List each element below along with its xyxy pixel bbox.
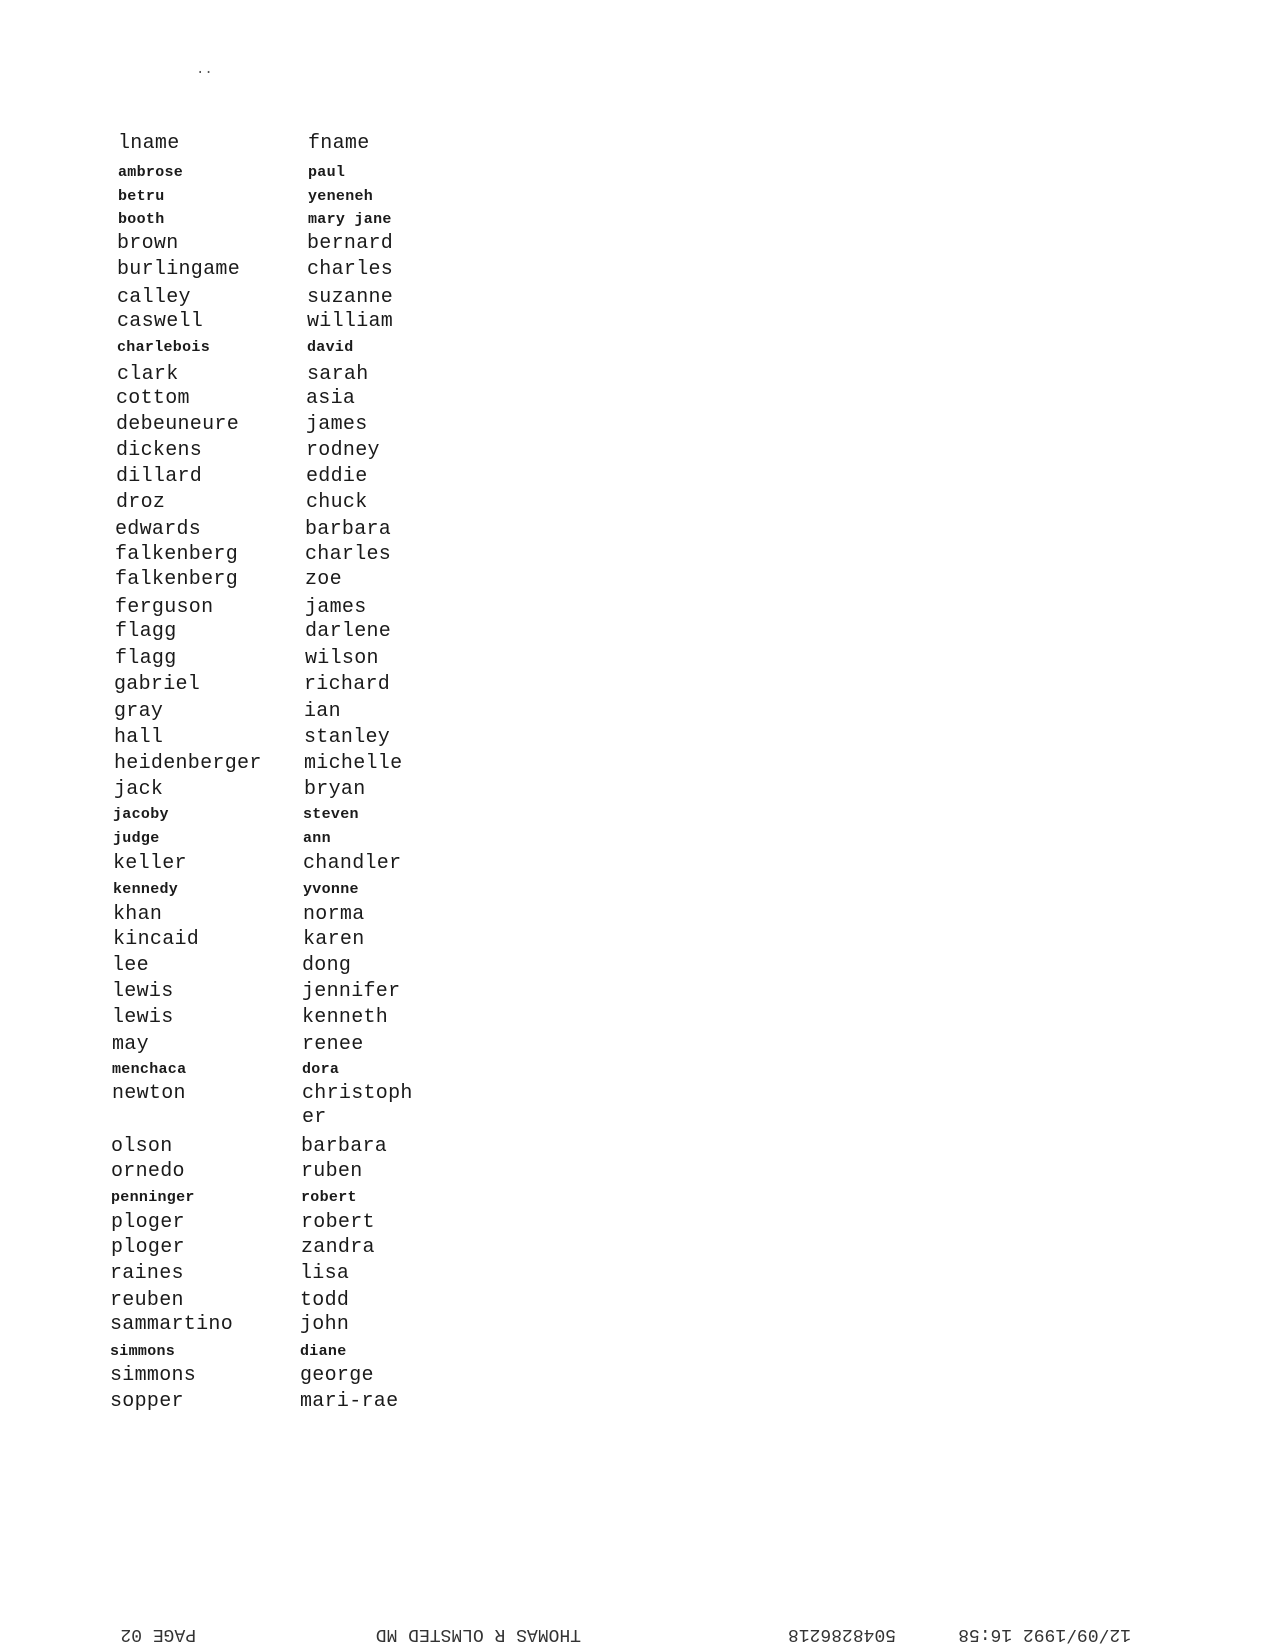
table-row xyxy=(116,491,368,519)
fname-cell: yeneneh xyxy=(308,188,374,205)
table-row xyxy=(115,568,342,596)
fname-cell xyxy=(302,1082,413,1130)
fname-cell: chandler xyxy=(303,852,402,875)
fax-sender: THOMAS R OLMSTED MD xyxy=(375,1624,581,1644)
lname-cell: flagg xyxy=(115,620,177,643)
table-row xyxy=(115,620,391,648)
fname-cell: william xyxy=(307,310,394,333)
fname-cell: john xyxy=(300,1313,350,1336)
table-row xyxy=(111,1236,375,1264)
lname-cell: falkenberg xyxy=(115,543,239,566)
lname-cell: debeuneure xyxy=(116,413,240,436)
fname-cell: george xyxy=(300,1364,374,1387)
fname-cell: chuck xyxy=(306,491,368,514)
fname-cell: david xyxy=(307,339,354,356)
lname-cell: cottom xyxy=(116,387,190,410)
lname-cell: sopper xyxy=(110,1390,184,1413)
table-row xyxy=(111,1135,387,1163)
lname-cell: lee xyxy=(112,954,149,977)
lname-cell: sammartino xyxy=(110,1313,234,1336)
lname-cell: simmons xyxy=(110,1343,176,1360)
table-row xyxy=(117,232,393,260)
table-row xyxy=(116,413,368,441)
lname-cell: raines xyxy=(110,1262,184,1285)
lname-cell: gabriel xyxy=(114,673,201,696)
fname-cell: barbara xyxy=(305,518,392,541)
lname-cell: jack xyxy=(114,778,164,801)
table-row xyxy=(113,852,401,880)
lname-cell: lewis xyxy=(112,980,174,1003)
fname-cell: paul xyxy=(308,164,346,181)
fname-cell: stanley xyxy=(304,726,391,749)
table-row xyxy=(116,439,380,467)
lname-cell: simmons xyxy=(110,1364,197,1387)
lname-cell: heidenberger xyxy=(114,752,262,775)
lname-cell: may xyxy=(112,1033,149,1056)
lname-cell: brown xyxy=(117,232,179,255)
lname-cell: ornedo xyxy=(111,1160,185,1183)
fname-cell: james xyxy=(306,413,368,436)
fname-cell: renee xyxy=(302,1033,364,1056)
fname-cell: norma xyxy=(303,903,365,926)
lname-cell: penninger xyxy=(111,1189,195,1206)
fname-cell: charles xyxy=(305,543,392,566)
table-row xyxy=(114,752,402,780)
fname-cell: barbara xyxy=(301,1135,388,1158)
fname-cell: sarah xyxy=(307,363,369,386)
table-row xyxy=(113,903,365,931)
lname-cell: dillard xyxy=(116,465,203,488)
fname-cell: bernard xyxy=(307,232,394,255)
lname-cell: ploger xyxy=(111,1211,185,1234)
header-row xyxy=(118,132,370,160)
lname-cell: ploger xyxy=(111,1236,185,1259)
table-row xyxy=(117,310,393,338)
fname-cell: ian xyxy=(304,700,341,723)
table-row xyxy=(112,1006,388,1034)
fname-header: fname xyxy=(308,132,370,155)
fname-line-continued: er xyxy=(302,1106,327,1129)
fname-cell: yvonne xyxy=(303,881,359,898)
fax-number: 5048286218 xyxy=(787,1624,896,1644)
fname-cell: charles xyxy=(307,258,394,281)
lname-cell: lewis xyxy=(112,1006,174,1029)
fname-cell: dong xyxy=(302,954,352,977)
lname-cell: newton xyxy=(112,1082,186,1105)
table-row xyxy=(112,980,400,1008)
lname-cell: droz xyxy=(116,491,166,514)
fname-cell: zoe xyxy=(305,568,342,591)
lname-cell: flagg xyxy=(115,647,177,670)
fname-cell: steven xyxy=(303,806,359,823)
table-row xyxy=(110,1313,349,1341)
lname-cell: charlebois xyxy=(117,339,211,356)
lname-cell: burlingame xyxy=(117,258,241,281)
fname-cell: ann xyxy=(303,830,331,847)
table-row xyxy=(113,928,365,956)
lname-cell: reuben xyxy=(110,1289,184,1312)
fname-cell: robert xyxy=(301,1189,357,1206)
fname-cell: james xyxy=(305,596,367,619)
fax-footer xyxy=(0,1620,1271,1644)
fname-cell: kenneth xyxy=(302,1006,389,1029)
fname-cell: asia xyxy=(306,387,356,410)
top-mark: .. xyxy=(196,62,213,78)
table-row xyxy=(115,518,391,546)
lname-cell: olson xyxy=(111,1135,173,1158)
lname-cell: menchaca xyxy=(112,1061,187,1078)
fname-cell: lisa xyxy=(300,1262,350,1285)
table-row xyxy=(114,778,366,806)
table-row xyxy=(116,387,355,415)
fax-datetime: 12/09/1992 16:58 xyxy=(958,1624,1131,1644)
lname-cell: khan xyxy=(113,903,163,926)
lname-cell: calley xyxy=(117,286,191,309)
lname-cell: kennedy xyxy=(113,881,179,898)
table-row xyxy=(115,647,379,675)
fname-cell: rodney xyxy=(306,439,380,462)
table-row xyxy=(112,1033,364,1061)
table-row xyxy=(112,954,351,982)
lname-cell: judge xyxy=(113,830,160,847)
fname-line: christoph xyxy=(302,1082,413,1105)
lname-cell: betru xyxy=(118,188,165,205)
fax-page: PAGE 02 xyxy=(120,1624,196,1644)
table-row xyxy=(115,543,391,571)
fname-cell: karen xyxy=(303,928,365,951)
lname-cell: dickens xyxy=(116,439,203,462)
table-row xyxy=(114,673,390,701)
fname-cell: ruben xyxy=(301,1160,363,1183)
fname-cell: bryan xyxy=(304,778,366,801)
fname-cell: zandra xyxy=(301,1236,375,1259)
fname-cell: richard xyxy=(304,673,391,696)
fname-cell: darlene xyxy=(305,620,392,643)
fname-cell: wilson xyxy=(305,647,379,670)
fname-cell: michelle xyxy=(304,752,403,775)
lname-cell: ferguson xyxy=(115,596,214,619)
table-row xyxy=(111,1211,375,1239)
table-row xyxy=(114,726,390,754)
table-row xyxy=(114,700,341,728)
fname-cell: jennifer xyxy=(302,980,401,1003)
lname-cell: gray xyxy=(114,700,164,723)
lname-cell: jacoby xyxy=(113,806,169,823)
lname-cell: caswell xyxy=(117,310,204,333)
lname-cell: hall xyxy=(114,726,164,749)
fname-cell: suzanne xyxy=(307,286,394,309)
fname-cell: todd xyxy=(300,1289,350,1312)
lname-header: lname xyxy=(118,132,180,155)
lname-cell: falkenberg xyxy=(115,568,239,591)
fname-cell: dora xyxy=(302,1061,340,1078)
table-row xyxy=(110,1262,349,1290)
table-row xyxy=(110,1390,398,1418)
lname-cell: edwards xyxy=(115,518,202,541)
fname-cell: mari-rae xyxy=(300,1390,399,1413)
table-row xyxy=(117,258,393,286)
lname-cell: keller xyxy=(113,852,187,875)
table-row xyxy=(110,1364,374,1392)
lname-cell: ambrose xyxy=(118,164,184,181)
fname-cell: mary jane xyxy=(308,211,392,228)
table-row xyxy=(116,465,368,493)
lname-cell: booth xyxy=(118,211,165,228)
lname-cell: clark xyxy=(117,363,179,386)
table-row xyxy=(112,1082,413,1129)
lname-cell: kincaid xyxy=(113,928,200,951)
table-row xyxy=(111,1160,363,1188)
fname-cell: eddie xyxy=(306,465,368,488)
fname-cell: diane xyxy=(300,1343,347,1360)
fname-cell: robert xyxy=(301,1211,375,1234)
